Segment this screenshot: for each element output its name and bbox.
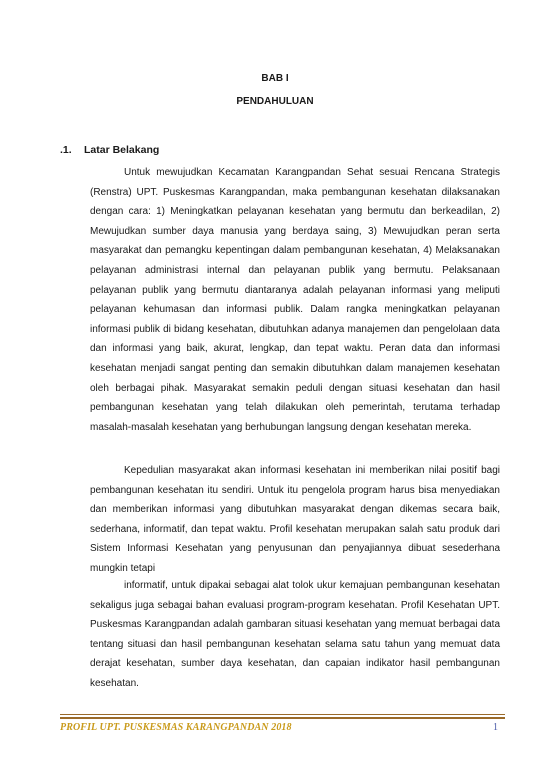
section-title: Latar Belakang: [84, 144, 160, 156]
section-heading: [60, 144, 159, 156]
paragraph-3: informatif, untuk dipakai sebagai alat tolok ukur kemajuan pembangunan kesehatan sekaligus juga sebagai bahan evaluasi program-program kesehatan. Profil Kesehatan UPT. Puskesmas Karangpandan adalah gambaran situasi kesehatan yang memuat berbagai data tentang situasi dan hasil pembangunan kesehatan selama satu tahun yang memuat data derajat kesehatan, sumber daya kesehatan, dan capaian indikator hasil pembangunan kesehatan.: [90, 580, 500, 689]
footer-title: PROFIL UPT. PUSKESMAS KARANGPANDAN 2018: [60, 722, 292, 733]
chapter-title: PENDAHULUAN: [236, 96, 314, 107]
page-number: 1: [493, 722, 498, 733]
footer-rule-thick: [60, 717, 505, 719]
paragraph-2: Kepedulian masyarakat akan informasi kesehatan ini memberikan nilai positif bagi pembangunan kesehatan itu sendiri. Untuk itu pengelola program harus bisa menyediakan dan memberikan informasi yang dibutuhkan masyarakat dengan dikemas secara baik, sederhana, informatif, dan tepat waktu. Profil kesehatan merupakan salah satu produk dari Sistem Informasi Kesehatan yang penyusunan dan penyajiannya dibuat sesederhana mungkin tetapi: [90, 465, 500, 574]
section-number: .1.: [60, 144, 72, 156]
footer-rule: [60, 714, 505, 715]
chapter-number: BAB I: [261, 73, 289, 84]
paragraph-1: Untuk mewujudkan Kecamatan Karangpandan Sehat sesuai Rencana Strategis (Renstra) UPT. Puskesmas Karangpandan, maka pembangunan kesehatan dilaksanakan dengan cara: 1) Meningkatkan pelayanan kesehatan yang bermutu dan berkeadilan, 2) Mewujudkan sumber daya manusia yang berdaya saing, 3) Mewujudkan peran serta masyarakat dan pemangku kepentingan dalam pembangunan kesehatan, 4) Melaksanakan pelayanan administrasi internal dan pelayanan publik yang bermutu. Pelaksanaan pelayanan publik yang bermutu diantaranya adalah pelayanan informasi yang meliputi pelayanan kehumasan dan informasi publik. Dalam rangka meningkatkan pelayanan informasi publik di bidang kesehatan, dibutuhkan adanya manajemen dan pengelolaan data dan informasi yang baik, akurat, lengkap, dan tepat waktu. Peran data dan informasi kesehatan menjadi sangat penting dan semakin dibutuhkan dalam manajemen kesehatan oleh berbagai pihak. Masyarakat semakin peduli dengan situasi kesehatan dan hasil pembangunan kesehatan yang telah dilakukan oleh pemerintah, terutama terhadap masalah-masalah kesehatan yang berhubungan langsung dengan kesehatan mereka.: [90, 167, 500, 433]
